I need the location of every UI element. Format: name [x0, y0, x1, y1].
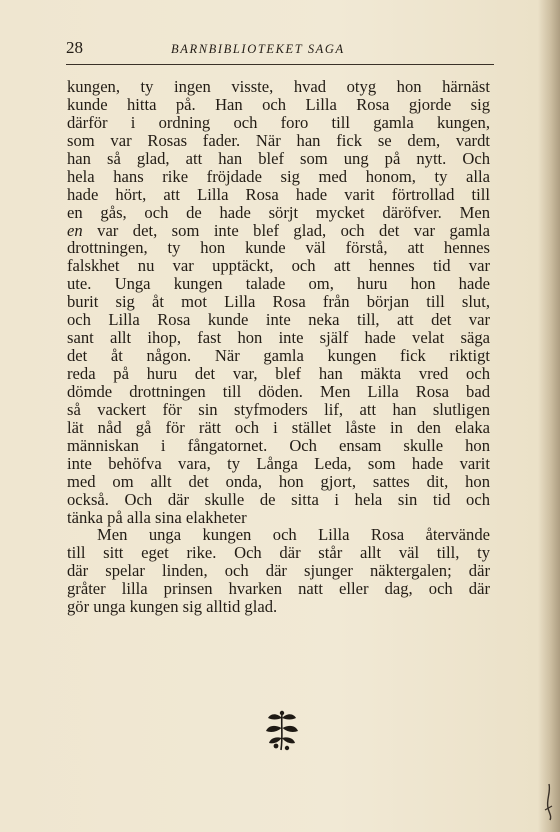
text-line: till sitt eget rike. Och där står allt väl till, ty [67, 543, 490, 563]
page-edge-shadow [538, 0, 560, 832]
text-line: människan i fångatornet. Och ensam skulle hon [67, 435, 490, 455]
text-line: också. Och där skulle de sitta i hela sin tid och [67, 489, 490, 509]
text-line: hade hört, att Lilla Rosa hade varit förtrollad till [67, 184, 490, 204]
text-line: tänka på alla sina elakheter [67, 507, 247, 527]
text-line: där spelar linden, och där sjunger näktergalen; där [67, 561, 490, 581]
leaf-sprig-ornament-icon [262, 708, 302, 752]
text-line: hela hans rike fröjdade sig med honom, ty alla [67, 166, 490, 186]
text-line: det åt någon. När gamla kungen fick riktigt [67, 346, 490, 366]
text-line: sant allt ihop, fast hon inte själf hade velat säga [67, 328, 490, 348]
header-rule [66, 64, 494, 65]
text-line: gråter lilla prinsen hvarken natt eller dag, och där [67, 579, 490, 599]
text-line: burit sig åt mot Lilla Rosa från början till slut, [67, 292, 490, 312]
page-header [66, 38, 494, 60]
body-text [67, 78, 490, 616]
text-line: drottningen, ty hon kunde väl förstå, att hennes [67, 238, 490, 258]
text-line: Men unga kungen och Lilla Rosa återvände [97, 525, 490, 545]
text-line: kunde hitta på. Han och Lilla Rosa gjorde sig [67, 94, 490, 114]
text-line: inte behöfva vara, ty Långa Leda, som hade varit [67, 453, 490, 473]
emphasized-word: en [67, 220, 83, 240]
text-line: lät nåd gå för rätt och i stället låste in den elaka [67, 417, 490, 437]
text-line: så vackert för sin styfmoders lif, att han slutligen [67, 399, 490, 419]
running-head: BARNBIBLIOTEKET SAGA [171, 42, 345, 56]
text-line: han så glad, att han blef som ung på nytt. Och [67, 148, 490, 168]
page-number: 28 [66, 38, 83, 57]
text-line: en gås, och de hade sörjt mycket däröfver. Men [67, 202, 490, 222]
text-line: gör unga kungen sig alltid glad. [67, 597, 278, 617]
text-line: därför i ordning och foro till gamla kungen, [67, 112, 490, 132]
text-line: reda på huru det var, blef han mäkta vred och [67, 364, 490, 383]
text-line: kungen, ty ingen visste, hvad otyg hon härnäst [67, 77, 490, 96]
text-line: med om allt det onda, hon gjort, sattes dit, hon [67, 471, 490, 491]
text-line [67, 222, 490, 240]
text-line: dömde drottningen till döden. Men Lilla Rosa bad [67, 381, 490, 401]
text-line: ute. Unga kungen talade om, huru hon hade [67, 274, 490, 294]
text-line-rest: var det, som inte blef glad, och det var gamla [82, 220, 490, 240]
text-line: och Lilla Rosa kunde inte neka till, att det var [67, 310, 490, 330]
text-line: som var Rosas fader. När han fick se dem, vardt [67, 130, 490, 150]
text-line: falskhet nu var upptäckt, och att hennes tid var [67, 256, 490, 276]
page-corner-mark [540, 782, 556, 822]
